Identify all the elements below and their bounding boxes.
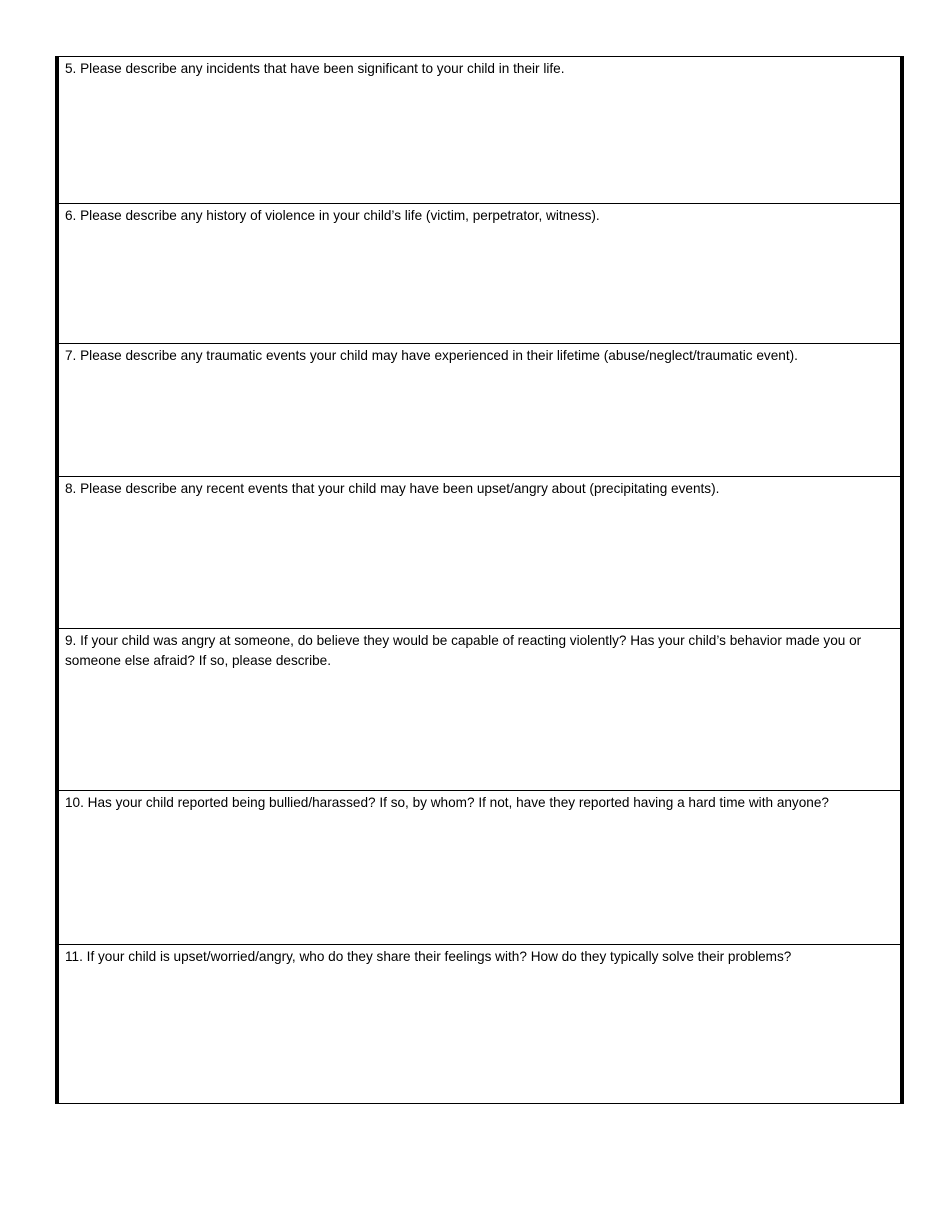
- question-8-answer[interactable]: [65, 499, 894, 623]
- question-row-6: [59, 204, 900, 344]
- question-row-10: [59, 791, 900, 945]
- question-8-text: 8. Please describe any recent events that your child may have been upset/angry about (precipitating events).: [65, 481, 720, 496]
- question-11-answer[interactable]: [65, 967, 894, 1097]
- question-10-answer[interactable]: [65, 813, 894, 939]
- question-row-7: [59, 344, 900, 477]
- question-5-text: 5. Please describe any incidents that have been significant to your child in their life.: [65, 61, 565, 76]
- question-10-text: 10. Has your child reported being bullied/harassed? If so, by whom? If not, have they reported having a hard time with anyone?: [65, 795, 829, 810]
- question-6-text: 6. Please describe any history of violence in your child’s life (victim, perpetrator, witness).: [65, 208, 600, 223]
- question-5-answer[interactable]: [65, 79, 894, 197]
- question-row-11: [59, 945, 900, 1103]
- question-7-text: 7. Please describe any traumatic events your child may have experienced in their lifetime (abuse/neglect/traumatic event).: [65, 348, 798, 363]
- question-row-5: [59, 57, 900, 204]
- question-6-answer[interactable]: [65, 226, 894, 338]
- question-9-answer[interactable]: [65, 671, 894, 785]
- question-row-8: [59, 477, 900, 629]
- question-9-text: 9. If your child was angry at someone, do believe they would be capable of reacting violently? Has your child’s behavior made you or someone else afraid? If so, please describe.: [65, 633, 862, 668]
- question-7-answer[interactable]: [65, 366, 894, 471]
- questionnaire-table: [55, 56, 904, 1104]
- question-11-text: 11. If your child is upset/worried/angry, who do they share their feelings with? How do they typically solve their problems?: [65, 949, 792, 964]
- question-row-9: [59, 629, 900, 791]
